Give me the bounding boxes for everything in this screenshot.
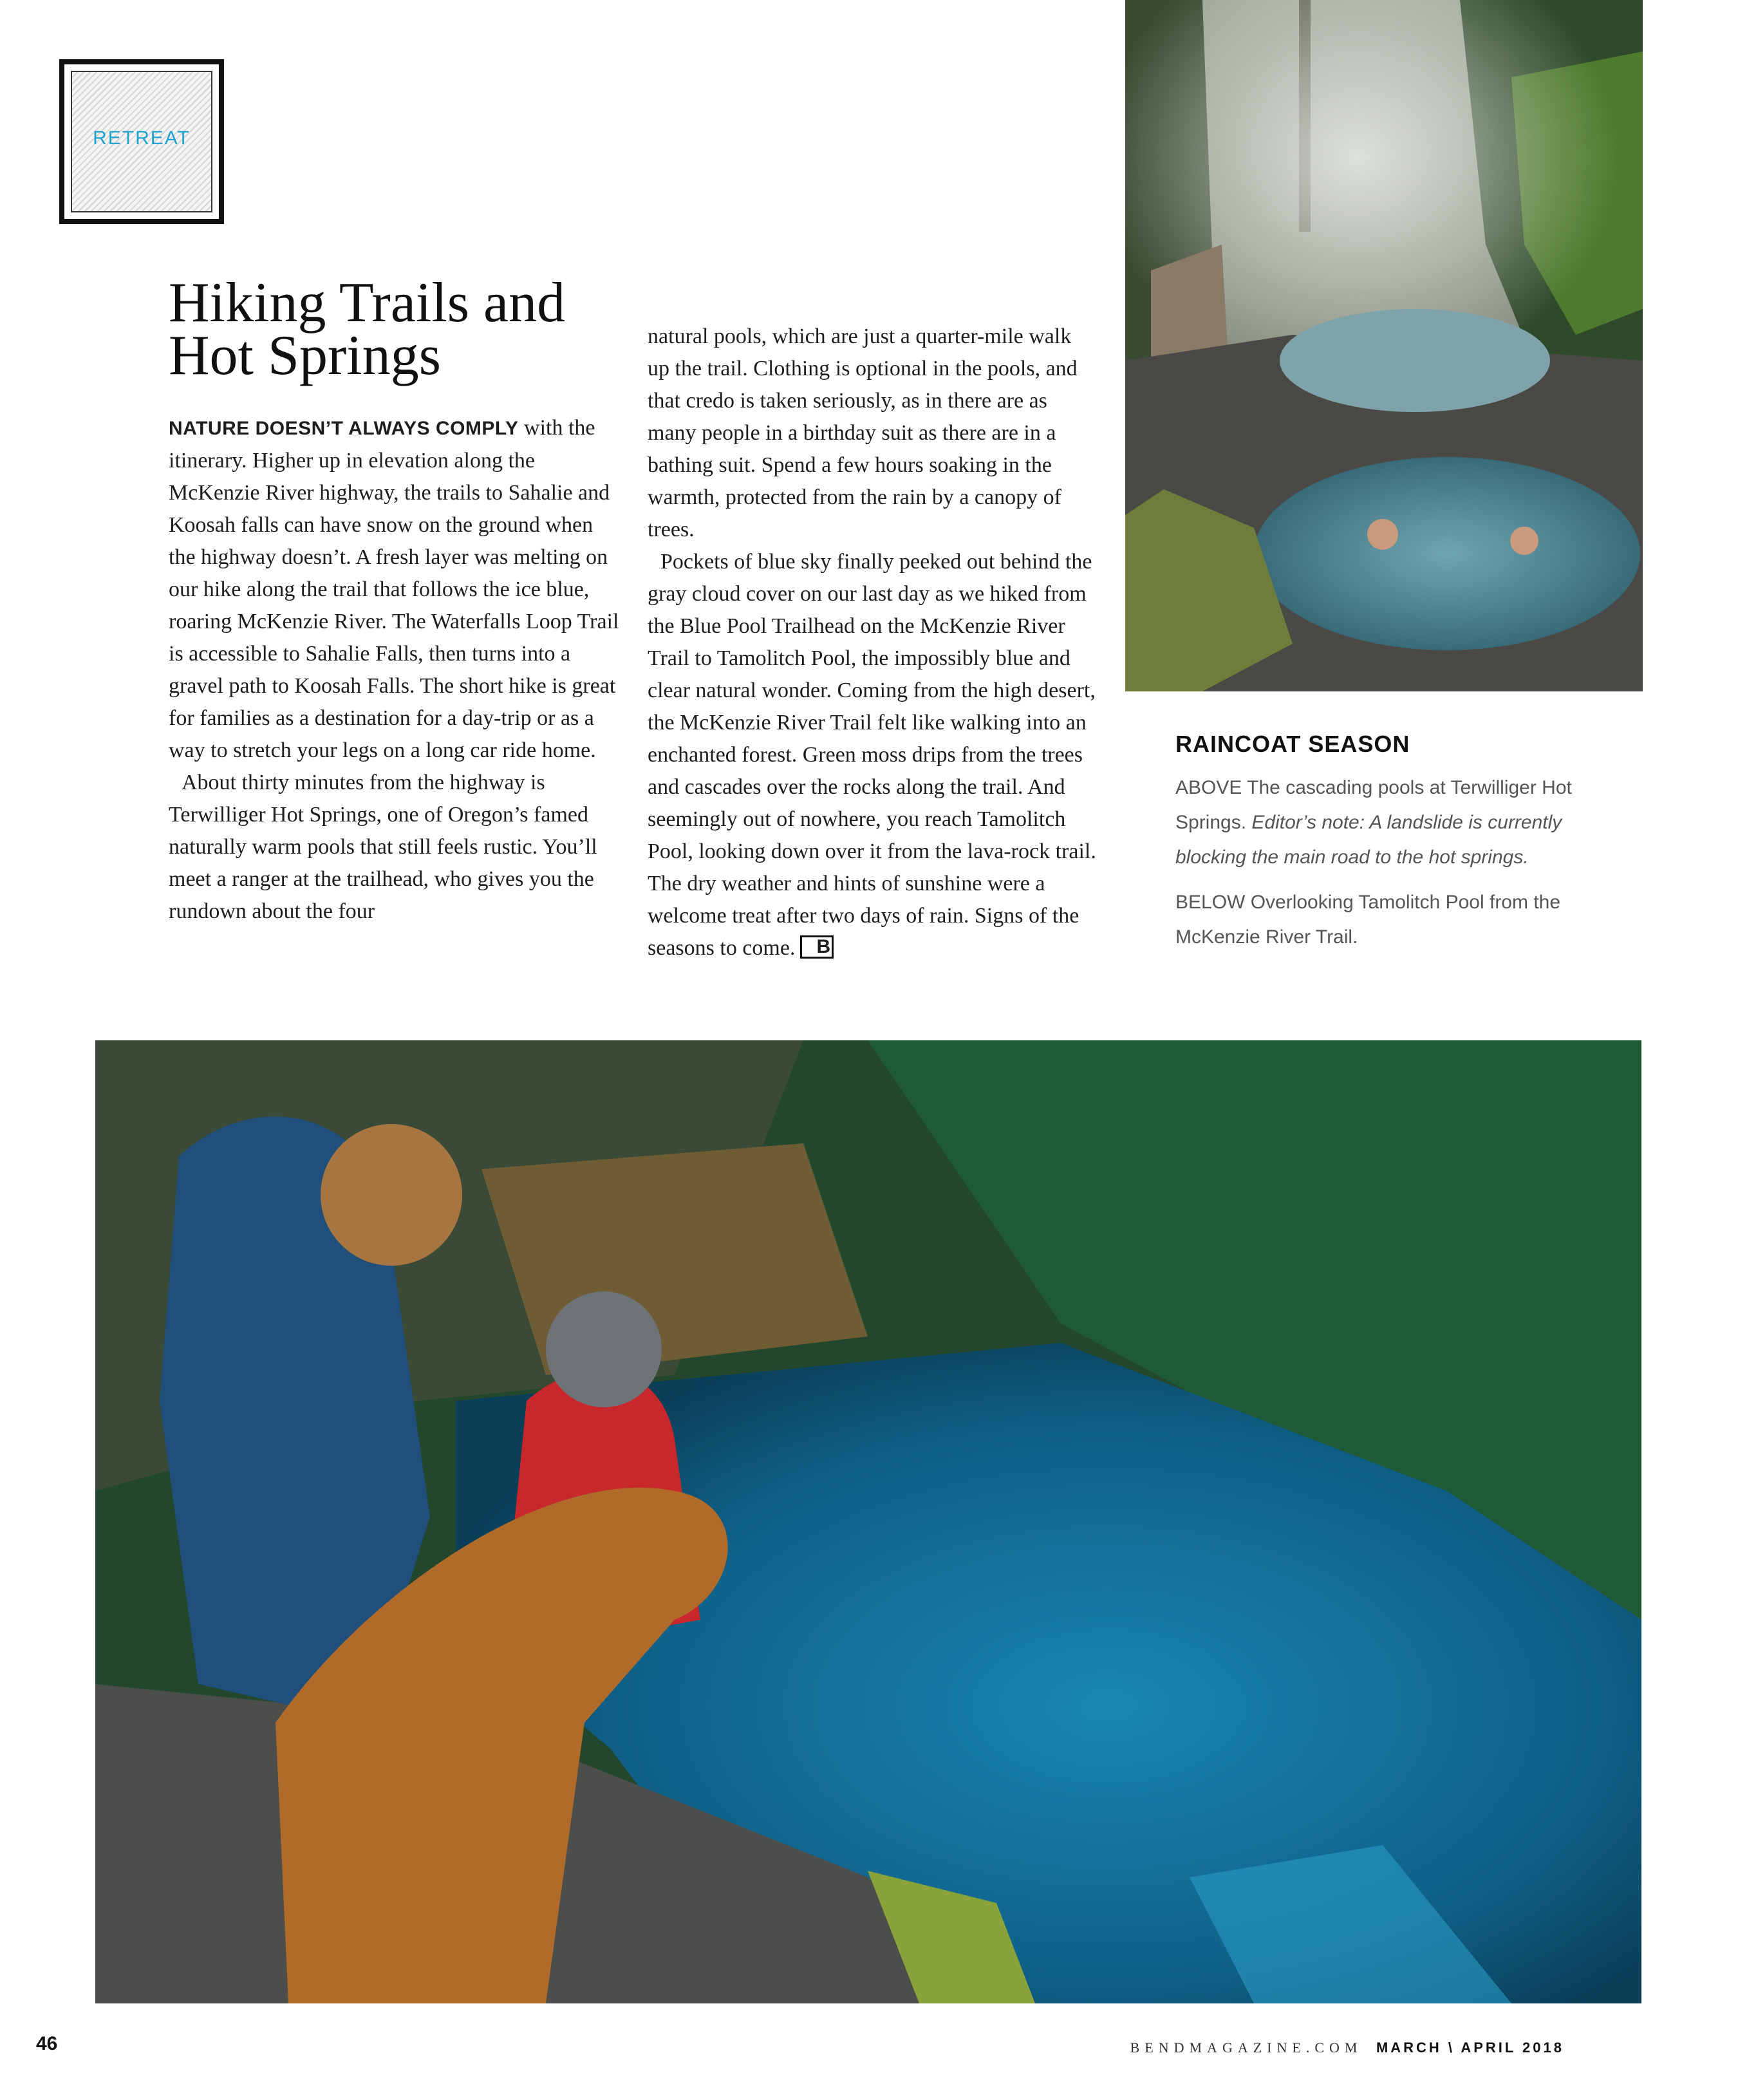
title-line-1: Hiking Trails and [169,272,566,334]
body-column-2 [648,321,1098,964]
autumn-foliage [481,1143,868,1375]
footer-site: BENDMAGAZINE.COM [1130,2039,1363,2056]
paragraph-2-end: natural pools, which are just a quarter-mile walk up the trail. Clothing is optional in the pools, and that credo is taken seriously, as in there are as many people in a birthday suit as there are in a bathing suit. Spend a few hours soaking in the warmth, protected from the rain by a canopy of trees. [648,324,1078,541]
photo-tamolitch-pool [95,1040,1641,2003]
photo-hot-springs [1125,0,1643,691]
bather-2 [1510,527,1538,555]
paragraph-1-text: with the itinerary. Higher up in elevation along the McKenzie River highway, the trails to Sahalie and Koosah falls can have snow on the ground when the highway doesn’t. A fresh layer was melting on our hike along the trail that follows the ice blue, roaring McKenzie River. The Waterfalls Loop Trail is accessible to Sahalie Falls, then turns into a gravel path to Koosah Falls. The short hike is great for families as a destination for a day-trip or as a way to stretch your legs on a long car ride home. [169,416,619,762]
caption-heading: RAINCOAT SEASON [1175,731,1410,757]
title-line-2: Hot Springs [169,324,441,387]
caption-below: BELOW Overlooking Tamolitch Pool from the McKenzie River Trail. [1175,892,1561,948]
footer-issue: MARCH \ APRIL 2018 [1376,2039,1564,2056]
end-mark-logo: B [800,935,834,959]
section-label: RETREAT [93,127,191,149]
body-column-1 [169,412,619,928]
paragraph-1 [169,412,619,767]
upper-pool [1280,309,1550,412]
paragraph-3-text: Pockets of blue sky finally peeked out behind the gray cloud cover on our last day as we hiked from the Blue Pool Trailhead on the McKenzie River Trail to Tamolitch Pool, the impossibly blue and clear natural wonder. Coming from the high desert, the McKenzie River Trail felt like walking into an enchanted forest. Green moss drips from the trees and cascades over the rocks along the trail. And seemingly out of nowhere, you reach Tamolitch Pool, looking down over it from the lava-rock trail. The dry weather and hints of sunshine were a welcome treat after two days of rain. Signs of the seasons to come. [648,550,1096,960]
lower-pool [1254,457,1640,650]
tamolitch-illustration [95,1040,1641,2003]
woman-right-beanie [546,1291,662,1407]
paragraph-2-start: About thirty minutes from the highway is Terwilliger Hot Springs, one of Oregon’s famed naturally warm pools that still feels rustic. You’ll meet a ranger at the trailhead, who gives you the rundown about the four [169,771,597,923]
caption-above-text: ABOVE The cascading pools at Terwilliger Hot Springs. [1175,777,1572,833]
section-badge [59,59,224,224]
hot-springs-illustration [1125,0,1643,691]
caption-above [1175,771,1587,875]
caption-editor-note: Editor’s note: A landslide is currently blocking the main road to the hot springs. [1175,812,1562,868]
lead-in: NATURE DOESN’T ALWAYS COMPLY [169,418,519,439]
footer-right [1130,2039,1564,2056]
page-number: 46 [36,2033,58,2054]
bather-1 [1367,519,1398,550]
photo-caption [1175,731,1587,965]
article-title [169,272,619,387]
paragraph-3 [648,546,1098,964]
woman-left-head [321,1124,462,1266]
